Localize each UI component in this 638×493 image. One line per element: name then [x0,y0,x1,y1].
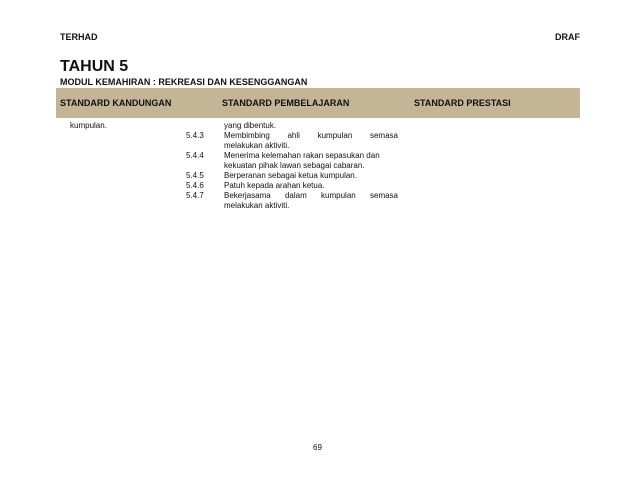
list-item [186,191,398,211]
header-left-label: TERHAD [60,32,98,42]
item-number: 5.4.4 [186,151,204,160]
kandungan-cell-text: kumpulan. [70,121,107,130]
column-header-prestasi: STANDARD PRESTASI [414,98,511,108]
item-line: Patuh kepada arahan ketua. [224,181,325,190]
column-header-pembelajaran: STANDARD PEMBELAJARAN [222,98,350,108]
item-number: 5.4.6 [186,181,204,190]
column-header-kandungan: STANDARD KANDUNGAN [60,98,172,108]
item-line: yang dibentuk. [224,121,277,130]
item-line: Menerima kelemahan rakan sepasukan dan [224,151,380,160]
item-line: Bekerjasama dalam kumpulan semasa [224,191,398,200]
item-line: melakukan aktiviti. [224,201,290,210]
item-line: Berperanan sebagai ketua kumpulan. [224,171,357,180]
item-number: 5.4.7 [186,191,204,200]
header-right-label: DRAF [555,32,580,42]
item-number: 5.4.5 [186,171,204,180]
item-text [224,171,398,181]
list-item [186,181,398,191]
item-text [224,191,398,211]
item-text [224,131,398,151]
module-subtitle: MODUL KEMAHIRAN : REKREASI DAN KESENGGANGAN [60,77,308,87]
list-item [186,171,398,181]
item-line: melakukan aktiviti. [224,141,290,150]
item-number [186,121,224,131]
item-text [224,151,398,171]
page-title: TAHUN 5 [60,58,129,75]
item-text [224,121,398,131]
list-item [186,131,398,151]
item-number: 5.4.3 [186,131,204,140]
item-text [224,181,398,191]
item-line: kekuatan pihak lawan sebagai cabaran. [224,161,365,170]
item-line: Membimbing ahli kumpulan semasa [224,131,398,140]
list-item [186,121,398,131]
pembelajaran-list [186,121,398,211]
list-item [186,151,398,171]
page-number: 69 [313,443,322,452]
